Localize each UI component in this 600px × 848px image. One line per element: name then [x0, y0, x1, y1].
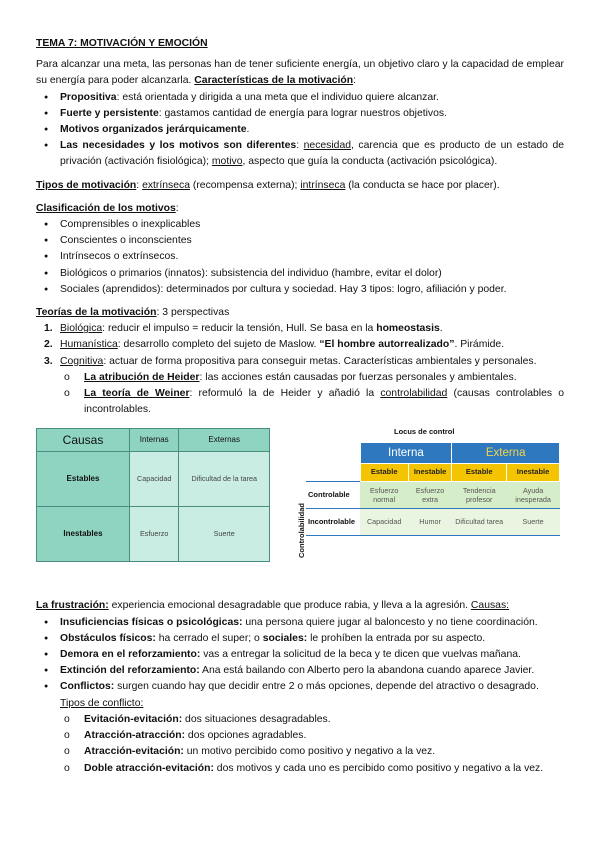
list-item: ● Fuerte y persistente: gastamos cantidad de energía para lograr nuestros objetivos.: [36, 106, 564, 122]
table-header: Externas: [179, 429, 270, 452]
list-item: o Evitación-evitación: dos situaciones desagradables.: [36, 712, 564, 728]
list-item: ● Biológicos o primarios (innatos): subsistencia del individuo (hambre, evitar el dolor): [36, 266, 564, 282]
list-item: o Doble atracción-evitación: dos motivos y cada uno es percibido como positivo y negativo a la vez.: [36, 761, 564, 777]
clasificacion-heading: Clasificación de los motivos:: [36, 202, 179, 214]
table-cell: Esfuerzo: [130, 507, 179, 562]
col-header: Inestable: [507, 464, 560, 481]
caracteristicas-list: [36, 90, 564, 171]
list-item: ● Demora en el reforzamiento: vas a entregar la solicitud de la beca y te dicen que vuelvas mañana.: [36, 647, 564, 663]
causas-list: [36, 615, 564, 696]
table-cell: Esfuerzo extra: [408, 481, 451, 508]
table-cell: Capacidad: [130, 452, 179, 507]
list-item: o Atracción-atracción: dos opciones agradables.: [36, 728, 564, 744]
page-title: TEMA 7: MOTIVACIÓN Y EMOCIÓN: [36, 38, 208, 49]
list-item: ● Intrínsecos o extrínsecos.: [36, 249, 564, 265]
group-externa: Externa: [452, 443, 560, 464]
list-item: ● Comprensibles o inexplicables: [36, 217, 564, 233]
list-item: 2. Humanística: desarrollo completo del sujeto de Maslow. “El hombre autorrealizado”. Pirámide.: [44, 339, 505, 351]
list-item: 1. Biológica: reducir el impulso = reducir la tensión, Hull. Se basa en la homeostasis.: [44, 323, 443, 335]
table-header: Causas: [37, 429, 130, 452]
locus-title: Locus de control: [394, 427, 455, 437]
col-header: Inestable: [408, 464, 451, 481]
causas-table: [36, 428, 270, 562]
table-cell: Dificultad de la tarea: [179, 452, 270, 507]
list-item: ● Insuficiencias físicas o psicológicas: una persona quiere jugar al baloncesto y no tiene coordinación.: [36, 615, 564, 631]
list-item: ● Conscientes o inconscientes: [36, 233, 564, 249]
list-item: o La atribución de Heider: las acciones están causadas por fuerzas personales y ambientales.: [36, 370, 564, 386]
list-item: ● Las necesidades y los motivos son diferentes: necesidad, carencia que es producto de un estado de privación (activación fisiológica); motivo, aspecto que guía la conducta (activación psicológica).: [36, 138, 564, 170]
teorias-sublist: [36, 370, 564, 419]
col-header: Estable: [452, 464, 507, 481]
col-header: Estable: [360, 464, 408, 481]
row-label: Estables: [37, 452, 130, 507]
table-cell: Esfuerzo normal: [360, 481, 408, 508]
list-item: o Atracción-evitación: un motivo percibido como positivo y negativo a la vez.: [36, 744, 564, 760]
tipos-conflicto-list: [36, 712, 564, 777]
table-cell: Dificultad tarea: [452, 508, 507, 535]
list-item: ● Extinción del reforzamiento: Ana está bailando con Alberto pero la abandona cuando aparece Javier.: [36, 663, 564, 679]
teorias-list: [36, 321, 564, 370]
list-item: ● Motivos organizados jerárquicamente.: [36, 122, 564, 138]
group-interna: Interna: [360, 443, 452, 464]
row-label: Inestables: [37, 507, 130, 562]
table-cell: Humor: [408, 508, 451, 535]
list-item: o La teoría de Weiner: reformuló la de Heider y añadió la controlabilidad (causas controlables o incontrolables.: [36, 386, 564, 418]
list-item: ● Sociales (aprendidos): determinados por cultura y sociedad. Hay 3 tipos: logro, afiliación y poder.: [36, 282, 564, 298]
clasificacion-list: [36, 217, 564, 298]
row-label: Controlable: [306, 481, 360, 508]
table-header: Internas: [130, 429, 179, 452]
table-cell: Ayuda inesperada: [507, 481, 560, 508]
locus-table: [306, 442, 560, 535]
caracteristicas-heading: Características de la motivación: [194, 75, 354, 87]
tables-area: [36, 424, 564, 594]
teorias-heading: Teorías de la motivación: 3 perspectivas: [36, 307, 230, 319]
controlabilidad-label: Controlabilidad: [297, 503, 306, 559]
tipos-motivacion: Tipos de motivación: extrínseca (recompensa externa); intrínseca (la conducta se hace por placer).: [36, 179, 500, 191]
list-item: ● Conflictos: surgen cuando hay que decidir entre 2 o más opciones, depende del atractivo o desagrado.: [36, 679, 564, 695]
list-item: ● Obstáculos físicos: ha cerrado el super; o sociales: le prohíben la entrada por su aspecto.: [36, 631, 564, 647]
list-item: ● Propositiva: está orientada y dirigida a una meta que el individuo quiere alcanzar.: [36, 90, 564, 106]
locus-table-wrap: [294, 424, 562, 592]
table-cell: Tendencia profesor: [452, 481, 507, 508]
table-cell: Suerte: [507, 508, 560, 535]
tipos-conflicto-heading: Tipos de conflicto:: [60, 697, 144, 709]
frustracion-paragraph: La frustración: experiencia emocional desagradable que produce rabia, y lleva a la agresión. Causas:: [36, 600, 510, 612]
row-label: Incontrolable: [306, 508, 360, 535]
table-cell: Capacidad: [360, 508, 408, 535]
table-cell: Suerte: [179, 507, 270, 562]
list-item: 3. Cognitiva: actuar de forma propositiva para conseguir metas. Características ambientales y personales.: [44, 355, 537, 367]
document-page: [36, 36, 564, 777]
intro-paragraph: Para alcanzar una meta, las personas han de tener suficiente energía, un objetivo claro y la capacidad de emplear su energía para poder alcanzarla. Características de la motivación:: [36, 59, 564, 87]
